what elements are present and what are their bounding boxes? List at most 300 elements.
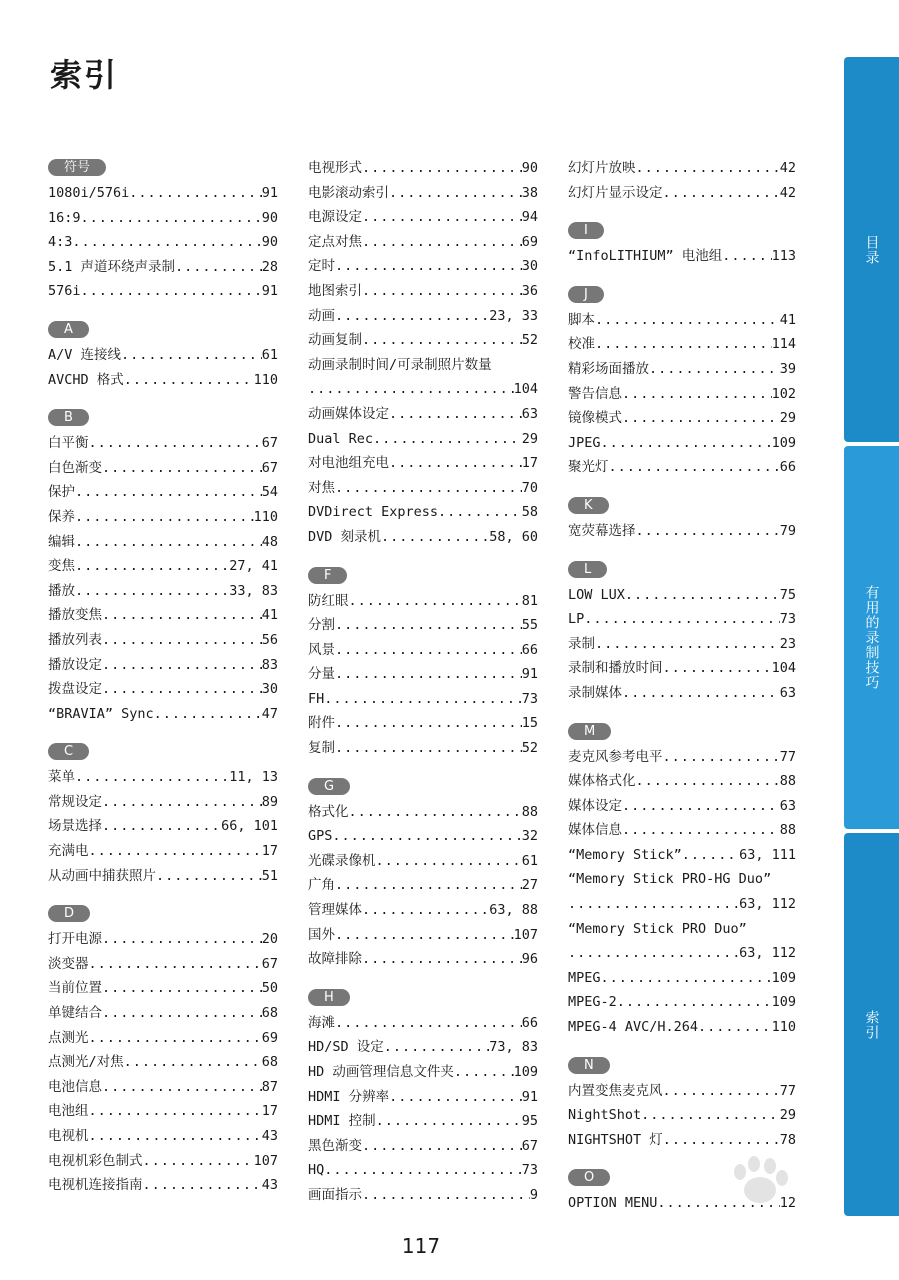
index-entry <box>568 357 796 382</box>
page-reference: 38 <box>521 184 538 201</box>
index-column-1 <box>48 156 278 1212</box>
index-term: 场景选择 <box>48 818 102 835</box>
index-term: 电视机 <box>48 1128 89 1144</box>
page-reference: 15 <box>521 715 538 732</box>
page-reference: 33, 83 <box>229 582 278 599</box>
page-reference: 30 <box>521 258 538 275</box>
index-term: LOW LUX <box>568 586 625 603</box>
page-reference: 61 <box>261 346 278 363</box>
index-entry <box>308 898 538 923</box>
page-reference: 77 <box>779 1082 796 1099</box>
page-reference: 110 <box>253 371 278 388</box>
index-entry <box>48 765 278 790</box>
index-entry <box>568 607 796 632</box>
index-entry <box>568 681 796 706</box>
index-column-3 <box>568 156 796 1230</box>
page-reference: 68 <box>261 1005 278 1022</box>
page-reference: 88 <box>779 773 796 790</box>
index-entry <box>48 702 278 727</box>
index-entry <box>308 304 538 329</box>
index-entry <box>308 638 538 663</box>
index-entry <box>48 814 278 839</box>
index-term: 电视形式 <box>308 160 362 176</box>
index-entry <box>308 1060 538 1085</box>
leader-dots <box>324 687 521 712</box>
index-entry <box>48 230 278 255</box>
page-reference: 109 <box>771 434 796 451</box>
index-entry <box>568 156 796 181</box>
leader-dots <box>154 702 262 727</box>
leader-dots <box>601 431 772 456</box>
page-reference: 66 <box>521 641 538 658</box>
leader-dots <box>601 966 772 991</box>
index-entry <box>308 1134 538 1159</box>
tab-index[interactable]: 索引 <box>844 833 899 1216</box>
page-reference: 63 <box>779 797 796 814</box>
page-reference: 113 <box>771 248 796 265</box>
section-letter-badge: L <box>568 561 607 578</box>
leader-dots <box>102 628 262 653</box>
leader-dots <box>617 990 772 1015</box>
page-reference: 48 <box>261 533 278 550</box>
index-term: 播放设定 <box>48 656 102 673</box>
page-reference: 107 <box>513 926 538 943</box>
leader-dots <box>349 589 522 614</box>
index-term: “Memory Stick” <box>568 846 682 863</box>
page-reference: 17 <box>261 843 278 860</box>
index-entry <box>48 368 278 393</box>
index-term: 打开电源 <box>48 931 102 948</box>
page-reference: 17 <box>521 455 538 472</box>
index-entry <box>308 427 538 452</box>
page-reference: 73, 83 <box>489 1039 538 1056</box>
index-term: “Memory Stick PRO-HG Duo” <box>568 871 772 888</box>
page-reference: 50 <box>261 980 278 997</box>
page-reference: 63, 88 <box>489 902 538 919</box>
page-number: 117 <box>401 1234 441 1258</box>
index-section <box>568 558 796 706</box>
leader-dots <box>124 368 254 393</box>
page-reference: 107 <box>253 1152 278 1169</box>
index-section <box>568 219 796 269</box>
leader-dots <box>389 1085 522 1110</box>
leader-dots <box>89 1124 262 1149</box>
index-term: AVCHD 格式 <box>48 371 124 388</box>
index-term: 黑色渐变 <box>308 1137 362 1154</box>
index-term: NIGHTSHOT 灯 <box>568 1131 663 1148</box>
index-term: MPEG <box>568 969 601 986</box>
index-term: LP <box>568 611 585 628</box>
page-reference: 110 <box>771 1019 796 1036</box>
index-term: HD/SD 设定 <box>308 1039 384 1056</box>
page-reference: 58, 60 <box>489 528 538 545</box>
page-reference: 110 <box>253 508 278 525</box>
index-term: 防红眼 <box>308 592 349 609</box>
page-reference: 73 <box>521 690 538 707</box>
section-letter-badge: 符号 <box>48 159 106 176</box>
index-entry <box>48 431 278 456</box>
index-term: 菜单 <box>48 769 75 786</box>
section-letter-badge: J <box>568 286 604 303</box>
leader-dots <box>622 794 780 819</box>
index-entry <box>568 455 796 480</box>
index-term: 点测光 <box>48 1029 89 1046</box>
index-term: 点测光/对焦 <box>48 1054 124 1071</box>
leader-dots <box>335 662 522 687</box>
index-term: DVDirect Express <box>308 504 439 521</box>
index-entry <box>48 1124 278 1149</box>
index-entry <box>568 990 796 1015</box>
index-entry <box>48 505 278 530</box>
index-entry <box>568 745 796 770</box>
page-reference: 20 <box>261 931 278 948</box>
leader-dots <box>373 427 522 452</box>
leader-dots <box>609 455 780 480</box>
leader-dots <box>335 254 522 279</box>
page-reference: 109 <box>771 969 796 986</box>
index-entry <box>308 589 538 614</box>
index-term: 白色渐变 <box>48 459 102 476</box>
index-section <box>308 986 538 1208</box>
page-reference: 43 <box>261 1128 278 1144</box>
index-term: 麦克风参考电平 <box>568 748 663 765</box>
leader-dots <box>454 1060 514 1085</box>
leader-dots <box>335 613 522 638</box>
index-term: 地图索引 <box>308 282 362 299</box>
index-term: 对电池组充电 <box>308 455 389 472</box>
index-entry <box>48 1001 278 1026</box>
page-reference: 63, 111 <box>739 846 796 863</box>
leader-dots <box>622 681 780 706</box>
index-term: 1080i/576i <box>48 185 130 201</box>
index-term: 海滩 <box>308 1014 335 1031</box>
tab-recording-tips[interactable]: 有用的录制技巧 <box>844 446 899 829</box>
leader-dots <box>362 1183 530 1208</box>
index-term: 定点对焦 <box>308 233 362 250</box>
section-letter-badge: K <box>568 497 609 514</box>
leader-dots <box>89 431 262 456</box>
index-entry <box>308 279 538 304</box>
tab-contents[interactable]: 目录 <box>844 57 899 442</box>
page-reference: 54 <box>261 484 278 501</box>
index-entry <box>48 206 278 231</box>
index-term: 媒体设定 <box>568 797 622 814</box>
page-reference: 68 <box>261 1054 278 1071</box>
index-term: 光碟录像机 <box>308 852 376 869</box>
index-entry <box>308 402 538 427</box>
index-term: 录制 <box>568 635 595 652</box>
index-entry <box>308 181 538 206</box>
page-reference: 43 <box>261 1177 278 1194</box>
index-entry <box>568 332 796 357</box>
leader-dots <box>584 607 779 632</box>
index-term: 保养 <box>48 508 75 525</box>
leader-dots <box>389 402 522 427</box>
index-entry <box>308 923 538 948</box>
index-entry <box>48 839 278 864</box>
leader-dots <box>663 1079 780 1104</box>
index-entry <box>568 794 796 819</box>
index-term: 单键结合 <box>48 1005 102 1022</box>
leader-dots <box>124 1050 262 1075</box>
section-letter-badge: C <box>48 743 89 760</box>
index-entry <box>308 451 538 476</box>
index-entry <box>48 952 278 977</box>
index-entry <box>308 711 538 736</box>
index-term: 聚光灯 <box>568 459 609 476</box>
page-reference: 94 <box>521 209 538 226</box>
index-entry <box>568 583 796 608</box>
leader-dots <box>722 244 771 269</box>
index-term: 宽荧幕选择 <box>568 522 636 539</box>
page-reference: 90 <box>261 234 278 251</box>
leader-dots <box>156 864 262 889</box>
index-entry <box>568 519 796 544</box>
index-entry <box>48 864 278 889</box>
index-term: 白平衡 <box>48 435 89 452</box>
index-term: 动画录制时间/可录制照片数量 <box>308 356 492 373</box>
index-term: HD 动画管理信息文件夹 <box>308 1064 454 1080</box>
index-term: 分割 <box>308 617 335 634</box>
leader-dots <box>72 230 261 255</box>
leader-dots <box>102 1075 262 1100</box>
page-reference: 52 <box>521 332 538 349</box>
page-reference: 12 <box>779 1195 796 1212</box>
leader-dots <box>568 941 739 966</box>
index-entry <box>308 500 538 525</box>
index-term: MPEG-4 AVC/H.264 <box>568 1019 699 1036</box>
leader-dots <box>649 357 780 382</box>
index-section <box>308 775 538 972</box>
leader-dots <box>595 332 772 357</box>
section-letter-badge: F <box>308 567 347 584</box>
index-term: 格式化 <box>308 803 349 820</box>
index-entry <box>308 1011 538 1036</box>
section-letter-badge: M <box>568 723 611 740</box>
page-reference: 81 <box>521 592 538 609</box>
leader-dots <box>682 843 739 868</box>
page-reference: 36 <box>521 282 538 299</box>
page-reference: 58 <box>521 504 538 521</box>
index-section <box>48 902 278 1198</box>
index-entry <box>308 328 538 353</box>
leader-dots <box>663 1128 780 1153</box>
index-term: 充满电 <box>48 843 89 860</box>
leader-dots <box>376 1109 522 1134</box>
index-term: Dual Rec <box>308 430 374 447</box>
index-entry <box>48 255 278 280</box>
index-term: 媒体格式化 <box>568 773 636 790</box>
leader-dots <box>102 927 262 952</box>
index-term: 4:3 <box>48 234 73 251</box>
page-reference: 63 <box>779 684 796 701</box>
page-reference: 95 <box>521 1113 538 1130</box>
index-entry <box>568 1191 796 1216</box>
page-reference: 91 <box>521 666 538 683</box>
page-reference: 77 <box>779 748 796 765</box>
index-term: 电影滚动索引 <box>308 184 389 201</box>
index-term: A/V 连接线 <box>48 346 122 363</box>
leader-dots <box>75 505 254 530</box>
index-term: 变焦 <box>48 558 75 575</box>
page-reference: 83 <box>261 656 278 673</box>
index-entry <box>308 1158 538 1183</box>
index-term: 幻灯片显示设定 <box>568 184 663 201</box>
index-term: 内置变焦麦克风 <box>568 1082 663 1099</box>
leader-dots <box>663 656 772 681</box>
leader-dots <box>622 382 772 407</box>
leader-dots <box>102 790 262 815</box>
leader-dots <box>335 873 522 898</box>
index-term: 16:9 <box>48 209 81 226</box>
index-entry-continuation <box>568 892 796 917</box>
page-reference: 75 <box>779 586 796 603</box>
index-entry-continuation <box>308 377 538 402</box>
index-entry <box>308 254 538 279</box>
index-section <box>568 720 796 1040</box>
index-entry <box>48 279 278 304</box>
leader-dots <box>75 579 229 604</box>
index-entry <box>308 947 538 972</box>
page-reference: 42 <box>779 184 796 201</box>
index-entry <box>48 343 278 368</box>
page-title: 索引 <box>50 56 119 94</box>
index-term: 画面指示 <box>308 1186 362 1203</box>
index-term: 拨盘设定 <box>48 681 102 698</box>
index-entry <box>568 244 796 269</box>
page-reference: 96 <box>521 951 538 968</box>
leader-dots <box>102 976 262 1001</box>
index-term: 广角 <box>308 877 335 894</box>
index-entry <box>48 1149 278 1174</box>
section-letter-badge: A <box>48 321 89 338</box>
index-entry <box>568 769 796 794</box>
leader-dots <box>625 583 780 608</box>
page-reference: 79 <box>779 522 796 539</box>
leader-dots <box>89 839 262 864</box>
index-entry <box>48 456 278 481</box>
index-entry <box>308 800 538 825</box>
leader-dots <box>362 156 522 181</box>
index-entry <box>308 873 538 898</box>
section-letter-badge: I <box>568 222 604 239</box>
index-entry <box>308 849 538 874</box>
page-reference: 88 <box>779 822 796 839</box>
index-entry <box>308 1035 538 1060</box>
page-reference: 104 <box>771 660 796 677</box>
index-entry <box>48 790 278 815</box>
index-term: 播放变焦 <box>48 607 102 624</box>
section-letter-badge: H <box>308 989 350 1006</box>
index-entry <box>568 382 796 407</box>
index-term: 风景 <box>308 641 335 658</box>
index-term: JPEG <box>568 434 601 451</box>
leader-dots <box>129 181 261 206</box>
section-letter-badge: D <box>48 905 90 922</box>
index-entry <box>568 966 796 991</box>
page-reference: 73 <box>521 1162 538 1179</box>
page-reference: 104 <box>513 381 538 398</box>
leader-dots <box>308 377 514 402</box>
leader-dots <box>384 1035 489 1060</box>
index-entry <box>308 156 538 181</box>
leader-dots <box>89 1099 262 1124</box>
index-term: 脚本 <box>568 311 595 328</box>
index-term: 校准 <box>568 336 595 353</box>
page-reference: 63, 112 <box>739 945 796 962</box>
index-entry <box>568 181 796 206</box>
index-entry <box>568 431 796 456</box>
index-entry <box>568 406 796 431</box>
leader-dots <box>698 1015 772 1040</box>
index-entry <box>48 976 278 1001</box>
leader-dots <box>622 818 780 843</box>
index-term: 淡变器 <box>48 955 89 972</box>
page-reference: 9 <box>529 1186 538 1203</box>
leader-dots <box>121 343 262 368</box>
leader-dots <box>568 892 739 917</box>
page-reference: 91 <box>261 283 278 300</box>
leader-dots <box>595 632 780 657</box>
page-reference: 17 <box>261 1103 278 1120</box>
page-reference: 23, 33 <box>489 307 538 324</box>
page-reference: 67 <box>261 435 278 452</box>
leader-dots <box>641 1103 780 1128</box>
page-reference: 29 <box>779 410 796 427</box>
index-term: 故障排除 <box>308 951 362 968</box>
leader-dots <box>75 530 262 555</box>
index-term: 播放列表 <box>48 631 102 648</box>
page-reference: 78 <box>779 1131 796 1148</box>
index-term: 576i <box>48 283 81 300</box>
page-reference: 28 <box>261 258 278 275</box>
leader-dots <box>362 947 522 972</box>
index-term: MPEG-2 <box>568 994 617 1011</box>
index-term: HDMI 分辨率 <box>308 1088 390 1105</box>
page-reference: 39 <box>779 360 796 377</box>
index-section <box>568 156 796 205</box>
page-reference: 69 <box>261 1029 278 1046</box>
index-entry <box>48 603 278 628</box>
page-reference: 29 <box>779 1107 796 1124</box>
leader-dots <box>362 898 489 923</box>
leader-dots <box>335 736 522 761</box>
index-term: 当前位置 <box>48 980 102 997</box>
index-term: 幻灯片放映 <box>568 160 636 176</box>
leader-dots <box>362 205 522 230</box>
page-reference: 11, 13 <box>229 769 278 786</box>
page-reference: 23 <box>779 635 796 652</box>
index-term: 电池组 <box>48 1103 89 1120</box>
index-term: FH <box>308 690 325 707</box>
page-reference: 87 <box>261 1078 278 1095</box>
index-entry <box>48 653 278 678</box>
page-reference: 69 <box>521 233 538 250</box>
index-term: “InfoLITHIUM” 电池组 <box>568 248 723 265</box>
page-reference: 109 <box>513 1064 538 1080</box>
leader-dots <box>143 1149 254 1174</box>
index-entry <box>568 917 796 966</box>
page-reference: 41 <box>779 311 796 328</box>
index-term: 警告信息 <box>568 385 622 402</box>
index-entry <box>48 1075 278 1100</box>
index-term: 动画媒体设定 <box>308 405 389 422</box>
leader-dots <box>75 480 262 505</box>
leader-dots <box>335 923 514 948</box>
leader-dots <box>143 1173 262 1198</box>
page-reference: 67 <box>261 955 278 972</box>
index-term: OPTION MENU <box>568 1195 658 1212</box>
